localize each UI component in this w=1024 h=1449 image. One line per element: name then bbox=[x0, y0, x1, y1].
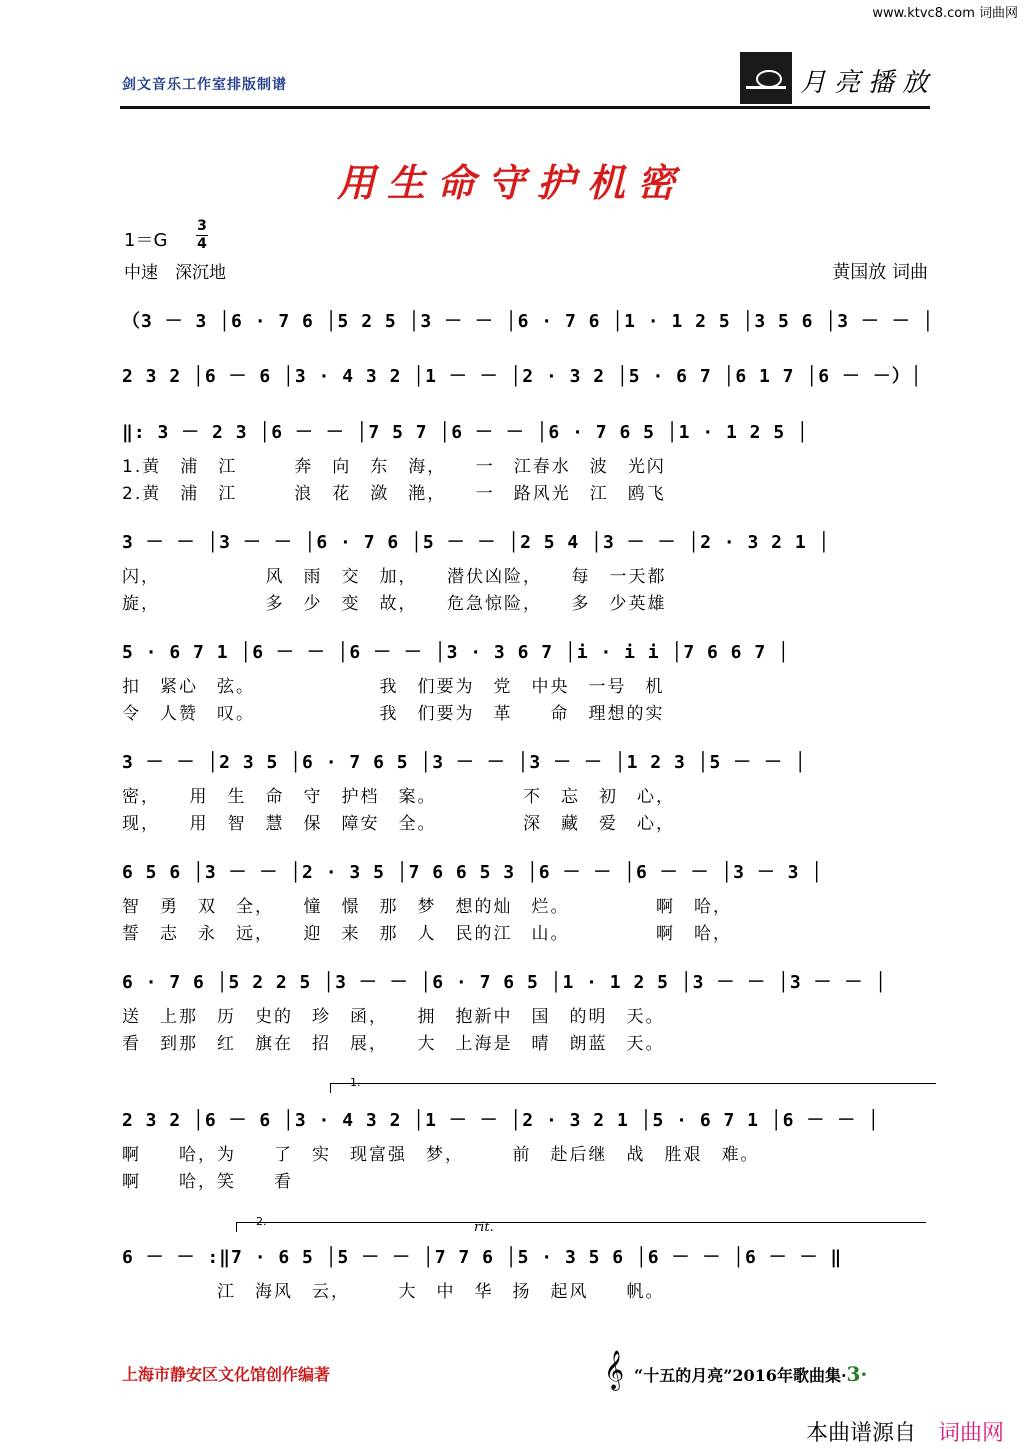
treble-clef-icon: 𝄞 bbox=[604, 1350, 625, 1390]
lyric-line: 扣 紧心 弦。 我 们要为 党 中央 一号 机 bbox=[122, 677, 665, 697]
time-top: 3 bbox=[197, 218, 207, 234]
notation-line: 6 · 7 6 │5 2 2 5 │3 － － │6 · 7 6 5 │1 · 1 2 5 │3 － － │3 － － │ bbox=[122, 972, 888, 993]
lyric-line: 闪， 风 雨 交 加， 潜伏凶险， 每 一天都 bbox=[122, 567, 667, 587]
publisher-credit: 上海市静安区文化馆创作编著 bbox=[122, 1365, 331, 1384]
lyric-line: 2.黄 浦 江 浪 花 潋 滟， 一 路风光 江 鸥飞 bbox=[122, 484, 666, 504]
first-ending-bracket bbox=[330, 1083, 936, 1084]
logo-text: 月亮播放 bbox=[800, 68, 937, 98]
lyric-line: 现， 用 智 慧 保 障安 全。 深 藏 爱 心， bbox=[122, 814, 675, 834]
moon-logo-icon bbox=[740, 52, 792, 104]
first-ending-label: 1. bbox=[350, 1076, 361, 1089]
notation-line: 3 － － │2 3 5 │6 · 7 6 5 │3 － － │3 － － │1 2 3 │5 － － │ bbox=[122, 752, 807, 773]
second-ending-label: 2. bbox=[256, 1215, 267, 1228]
composer-credit: 黄国放 词曲 bbox=[832, 262, 928, 283]
collection-title: “十五的月亮”2016年歌曲集·3· bbox=[634, 1362, 868, 1386]
tempo-marking: 中速 深沉地 bbox=[124, 263, 226, 283]
ritardando-marking: rit. bbox=[474, 1220, 494, 1235]
lyric-line: 密， 用 生 命 守 护档 案。 不 忘 初 心， bbox=[122, 787, 675, 807]
second-ending-bracket bbox=[236, 1222, 926, 1223]
page-number: 3· bbox=[846, 1362, 868, 1386]
key-signature: 1＝G bbox=[124, 230, 168, 251]
notation-line: 3 － － │3 － － │6 · 7 6 │5 － － │2 5 4 │3 － － │2 · 3 2 1 │ bbox=[122, 532, 831, 553]
lyric-line: 令 人赞 叹。 我 们要为 革 命 理想的实 bbox=[122, 704, 665, 724]
lyric-line: 啊 哈，笑 看 bbox=[122, 1172, 293, 1192]
header-rule bbox=[120, 106, 930, 109]
lyric-line: 啊 哈，为 了 实 现富强 梦， 前 赴后继 战 胜艰 难。 bbox=[122, 1145, 760, 1165]
notation-line: （3 － 3 │6 · 7 6 │5 2 5 │3 － － │6 · 7 6 │1 · 1 2 5 │3 5 6 │3 － － │ bbox=[122, 311, 935, 332]
notation-line: 2 3 2 │6 － 6 │3 · 4 3 2 │1 － － │2 · 3 2 │5 · 6 7 │6 1 7 │6 － －）│ bbox=[122, 366, 923, 387]
site-watermark: www.ktvc8.com 词曲网 bbox=[872, 6, 1018, 21]
lyric-line: 誓 志 永 远， 迎 来 那 人 民的江 山。 啊 哈， bbox=[122, 924, 732, 944]
lyric-line: 看 到那 红 旗在 招 展， 大 上海是 晴 朗蓝 天。 bbox=[122, 1034, 665, 1054]
notation-line: 5 · 6 7 1 │6 － － │6 － － │3 · 3 6 7 │i · i i │7 6 6 7 │ bbox=[122, 642, 790, 663]
time-bottom: 4 bbox=[197, 236, 207, 252]
notation-line: 6 － － :‖7 · 6 5 │5 － － │7 7 6 │5 · 3 5 6 │6 － － │6 － － ‖ bbox=[122, 1247, 843, 1268]
notation-line: 2 3 2 │6 － 6 │3 · 4 3 2 │1 － － │2 · 3 2 1 │5 · 6 7 1 │6 － － │ bbox=[122, 1110, 880, 1131]
time-signature bbox=[196, 218, 208, 253]
lyric-line: 江 海风 云， 大 中 华 扬 起风 帆。 bbox=[122, 1282, 665, 1302]
lyric-line: 智 勇 双 全， 憧 憬 那 梦 想的灿 烂。 啊 哈， bbox=[122, 897, 732, 917]
studio-credit: 剑文音乐工作室排版制谱 bbox=[122, 77, 287, 93]
lyric-line: 旋， 多 少 变 故， 危急惊险， 多 少英雄 bbox=[122, 594, 667, 614]
source-credit: 本曲谱源自 词曲网 bbox=[805, 1421, 1004, 1446]
source-site: 词曲网 bbox=[937, 1421, 1004, 1446]
notation-line: 6 5 6 │3 － － │2 · 3 5 │7 6 6 5 3 │6 － － │6 － － │3 － 3 │ bbox=[122, 862, 824, 883]
lyric-line: 1.黄 浦 江 奔 向 东 海， 一 江春水 波 光闪 bbox=[122, 457, 666, 477]
lyric-line: 送 上那 历 史的 珍 函， 拥 抱新中 国 的明 天。 bbox=[122, 1007, 665, 1027]
song-title: 用生命守护机密 bbox=[336, 160, 687, 205]
notation-line: ‖: 3 － 2 3 │6 － － │7 5 7 │6 － － │6 · 7 6 5 │1 · 1 2 5 │ bbox=[122, 422, 809, 443]
